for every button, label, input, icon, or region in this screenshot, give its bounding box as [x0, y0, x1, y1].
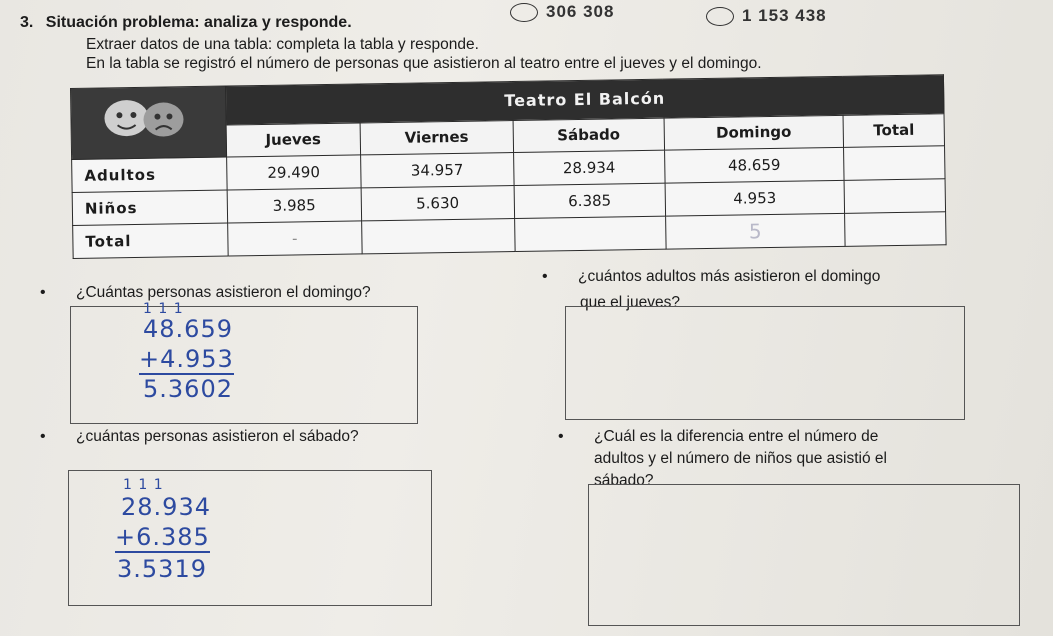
- question-line: • ¿cuántos adultos más asistieron el domingo: [578, 268, 881, 285]
- table-cell-empty[interactable]: [228, 221, 362, 256]
- problem-instruction: Extraer datos de una tabla: completa la tabla y responde.: [86, 36, 479, 53]
- answer-option-1[interactable]: [510, 2, 614, 22]
- radio-circle-icon[interactable]: [510, 3, 538, 22]
- handwritten-addend: 28.934: [121, 493, 211, 521]
- handwritten-addend: +4.953: [139, 345, 234, 373]
- answer-box-saturday[interactable]: [68, 470, 432, 606]
- table-cell: 29.490: [227, 155, 361, 190]
- table-title: Teatro El Balcón: [225, 75, 944, 125]
- carry-digits: 1 1 1: [143, 301, 184, 317]
- question-line: que el jueves?: [580, 294, 680, 311]
- row-label-total: Total: [73, 223, 228, 258]
- option-2-label: 1 153 438: [742, 6, 827, 25]
- answer-box-saturday-difference[interactable]: [588, 484, 1020, 626]
- question-line: • ¿Cuál es la diferencia entre el número de: [594, 428, 879, 445]
- table-cell-empty[interactable]: [361, 219, 515, 254]
- theater-logo: [71, 86, 227, 159]
- question-line: adultos y el número de niños que asistió el: [594, 450, 887, 467]
- table-cell-empty[interactable]: [845, 212, 946, 247]
- column-header-jueves: Jueves: [226, 123, 360, 157]
- table-cell: 5.630: [361, 186, 515, 221]
- question-saturday-difference: [594, 428, 887, 490]
- table-cell: 48.659: [664, 147, 844, 183]
- problem-heading: [20, 14, 352, 32]
- pencil-mark: 5: [748, 219, 762, 244]
- problem-context: En la tabla se registró el número de personas que asistieron al teatro entre el jueves y el domingo.: [86, 55, 762, 72]
- row-label-ninos: Niños: [72, 190, 227, 225]
- row-label-adultos: Adultos: [72, 157, 227, 192]
- column-header-viernes: Viernes: [360, 120, 514, 155]
- handwritten-addend: +6.385: [115, 523, 210, 551]
- carry-digits: 1 1 1: [123, 477, 164, 493]
- answer-box-adults-difference[interactable]: [565, 306, 965, 420]
- question-saturday-total: • ¿cuántas personas asistieron el sábado?: [76, 428, 359, 446]
- question-line: sábado?: [594, 472, 654, 489]
- handwritten-result: 3.5319: [117, 555, 207, 583]
- pencil-mark: -: [291, 229, 298, 248]
- problem-number: 3.: [20, 14, 34, 31]
- problem-title: Situación problema: analiza y responde.: [45, 14, 352, 31]
- table-cell-empty[interactable]: [514, 216, 665, 251]
- table-cell: 34.957: [360, 153, 514, 188]
- table-cell: 28.934: [513, 150, 664, 185]
- table-cell-empty[interactable]: [665, 213, 845, 249]
- answer-option-2[interactable]: [706, 6, 827, 26]
- answer-box-sunday[interactable]: [70, 301, 418, 424]
- radio-circle-icon[interactable]: [706, 7, 734, 26]
- column-header-domingo: Domingo: [664, 115, 844, 150]
- table-cell-empty[interactable]: [844, 146, 945, 181]
- table-cell: 3.985: [227, 188, 361, 223]
- table-cell: 4.953: [665, 180, 845, 216]
- question-sunday-total: • ¿Cuántas personas asistieron el domingo?: [76, 284, 371, 302]
- table-cell: 6.385: [514, 183, 665, 218]
- table-cell-empty[interactable]: [844, 179, 945, 214]
- handwritten-result: 5.3602: [143, 375, 233, 403]
- column-header-total: Total: [843, 113, 944, 147]
- option-1-label: 306 308: [546, 2, 615, 21]
- theater-table: [70, 74, 947, 255]
- column-header-sabado: Sábado: [513, 118, 664, 153]
- theater-masks-icon: [71, 87, 226, 155]
- handwritten-addend: 48.659: [143, 315, 233, 343]
